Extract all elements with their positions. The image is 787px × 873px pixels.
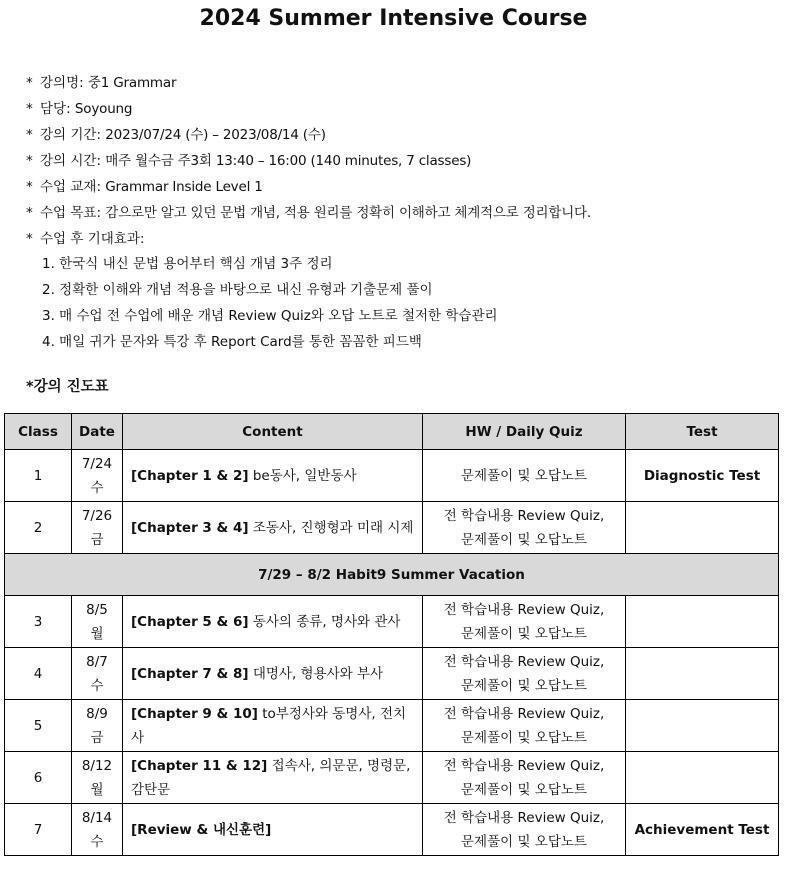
cell-hw: 전 학습내용 Review Quiz, 문제풀이 및 오답노트 (423, 804, 626, 856)
cell-date: 8/12 월 (72, 752, 123, 804)
cell-class: 7 (5, 804, 72, 856)
info-textbook (26, 174, 591, 200)
expectation-item: 4. 매일 귀가 문자와 특강 후 Report Card를 통한 꼼꼼한 피드백 (42, 334, 422, 350)
expectation-item: 2. 정확한 이해와 개념 적용을 바탕으로 내신 유형과 기출문제 풀이 (42, 282, 433, 298)
info-value: 매주 월수금 주3회 13:40 – 16:00 (140 minutes, 7 classes) (105, 153, 472, 169)
cell-class: 3 (5, 596, 72, 648)
cell-hw: 전 학습내용 Review Quiz, 문제풀이 및 오답노트 (423, 502, 626, 554)
cell-class: 5 (5, 700, 72, 752)
info-expectations (26, 226, 591, 252)
info-value: 감으로만 알고 있던 문법 개념, 적용 원리를 정확히 이해하고 체계적으로 정리합니다. (105, 205, 591, 221)
table-row (5, 502, 779, 554)
info-teacher (26, 96, 591, 122)
cell-hw: 전 학습내용 Review Quiz, 문제풀이 및 오답노트 (423, 596, 626, 648)
info-key: 강의 기간: (40, 127, 106, 143)
bullet-star: * (26, 101, 33, 117)
cell-content: [Chapter 1 & 2] be동사, 일반동사 (123, 450, 423, 502)
bullet-star: * (26, 153, 33, 169)
cell-test (626, 596, 779, 648)
table-header-row (5, 414, 779, 450)
schedule-table (4, 413, 779, 856)
cell-class: 2 (5, 502, 72, 554)
header-test: Test (626, 414, 779, 450)
info-key: 담당: (40, 101, 75, 117)
table-row (5, 596, 779, 648)
info-value: 2023/07/24 (수) – 2023/08/14 (수) (105, 127, 326, 143)
table-row (5, 752, 779, 804)
cell-test (626, 648, 779, 700)
info-key: 수업 목표: (40, 205, 106, 221)
info-value: Grammar Inside Level 1 (105, 179, 263, 195)
cell-hw: 전 학습내용 Review Quiz, 문제풀이 및 오답노트 (423, 648, 626, 700)
cell-test: Diagnostic Test (626, 450, 779, 502)
cell-date: 8/9 금 (72, 700, 123, 752)
cell-date: 8/7 수 (72, 648, 123, 700)
cell-test: Achievement Test (626, 804, 779, 856)
header-content: Content (123, 414, 423, 450)
expectation-item: 1. 한국식 내신 문법 용어부터 핵심 개념 3주 정리 (42, 256, 333, 272)
cell-hw: 문제풀이 및 오답노트 (423, 450, 626, 502)
cell-hw: 전 학습내용 Review Quiz, 문제풀이 및 오답노트 (423, 752, 626, 804)
cell-class: 1 (5, 450, 72, 502)
bullet-star: * (26, 179, 33, 195)
cell-class: 6 (5, 752, 72, 804)
expectation-item: 3. 매 수업 전 수업에 배운 개념 Review Quiz와 오답 노트로 철저한 학습관리 (42, 308, 498, 324)
cell-hw: 전 학습내용 Review Quiz, 문제풀이 및 오답노트 (423, 700, 626, 752)
info-key: 수업 후 기대효과: (40, 231, 145, 247)
table-row (5, 804, 779, 856)
bullet-star: * (26, 75, 33, 91)
info-goal (26, 200, 591, 226)
info-period (26, 122, 591, 148)
page-title: 2024 Summer Intensive Course (199, 6, 588, 31)
info-time (26, 148, 591, 174)
cell-content: [Chapter 3 & 4] 조동사, 진행형과 미래 시제 (123, 502, 423, 554)
header-date: Date (72, 414, 123, 450)
info-course-name (26, 70, 591, 96)
cell-content: [Review & 내신훈련] (123, 804, 423, 856)
cell-content: [Chapter 7 & 8] 대명사, 형용사와 부사 (123, 648, 423, 700)
header-class: Class (5, 414, 72, 450)
cell-content: [Chapter 9 & 10] to부정사와 동명사, 전치사 (123, 700, 423, 752)
info-value: Soyoung (74, 101, 133, 117)
course-info-list (26, 70, 591, 252)
cell-class: 4 (5, 648, 72, 700)
cell-date: 7/26 금 (72, 502, 123, 554)
info-value: 중1 Grammar (87, 75, 177, 91)
cell-test (626, 752, 779, 804)
table-row (5, 700, 779, 752)
table-row (5, 648, 779, 700)
table-row (5, 450, 779, 502)
header-hw: HW / Daily Quiz (423, 414, 626, 450)
bullet-star: * (26, 127, 33, 143)
vacation-row (5, 554, 779, 596)
info-key: 강의명: (40, 75, 88, 91)
cell-date: 8/5 월 (72, 596, 123, 648)
cell-test (626, 502, 779, 554)
cell-date: 7/24 수 (72, 450, 123, 502)
bullet-star: * (26, 231, 33, 247)
vacation-cell: 7/29 – 8/2 Habit9 Summer Vacation (5, 554, 779, 596)
expectations-list (42, 251, 498, 355)
cell-content: [Chapter 11 & 12] 접속사, 의문문, 명령문, 감탄문 (123, 752, 423, 804)
info-key: 수업 교재: (40, 179, 106, 195)
cell-test (626, 700, 779, 752)
info-key: 강의 시간: (40, 153, 106, 169)
cell-content: [Chapter 5 & 6] 동사의 종류, 명사와 관사 (123, 596, 423, 648)
schedule-section-title: *강의 진도표 (26, 379, 109, 395)
bullet-star: * (26, 205, 33, 221)
cell-date: 8/14 수 (72, 804, 123, 856)
